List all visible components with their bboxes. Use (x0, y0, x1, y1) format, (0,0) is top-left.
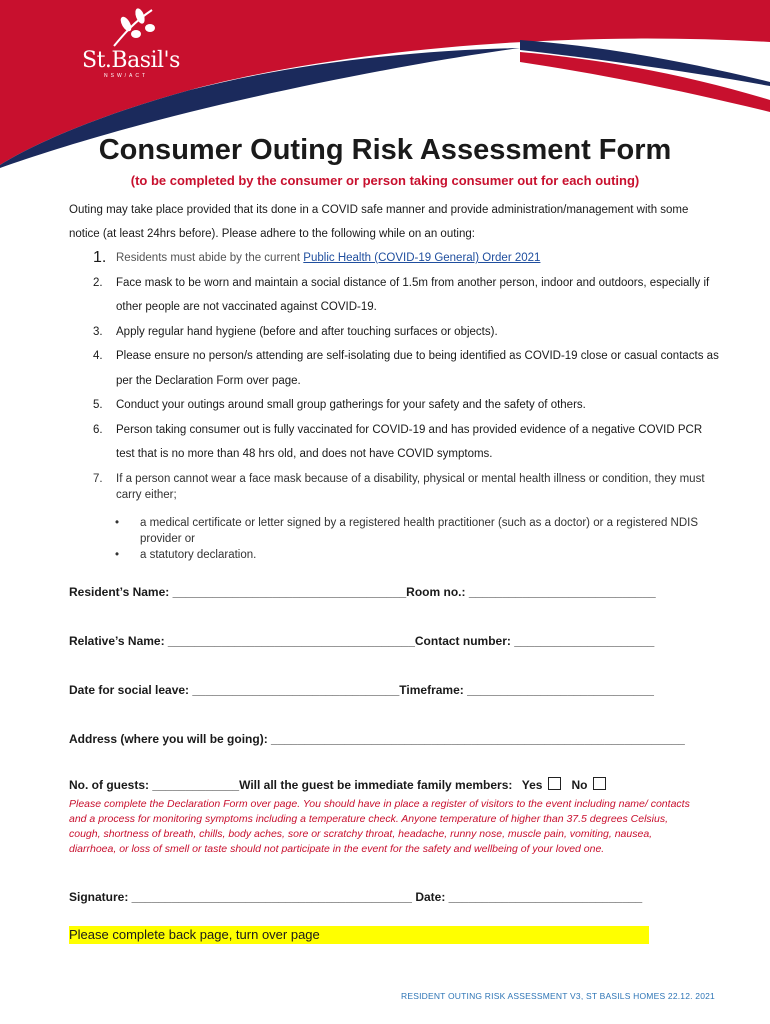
date-leave-field[interactable]: Date for social leave: _______________________________ (69, 683, 400, 697)
no-checkbox[interactable] (593, 777, 606, 790)
guests-row (69, 777, 616, 792)
yes-checkbox[interactable] (548, 777, 561, 790)
family-question: Will all the guest be immediate family members: (239, 778, 513, 792)
intro-text: Outing may take place provided that its done in a COVID safe manner and provide administration/management with some notice (at least 24hrs before). Please adhere to the following while on an outing: (69, 204, 689, 240)
olive-branch-icon (106, 6, 166, 50)
relative-name-field[interactable]: Relative’s Name: _____________________________________ (69, 634, 415, 648)
form-title: Consumer Outing Risk Assessment Form (98, 134, 672, 166)
document-options-list (115, 515, 715, 563)
form-subtitle: (to be completed by the consumer or person taking consumer out for each outing) (130, 173, 640, 188)
signature-field[interactable]: Signature: __________________________________________ (69, 890, 412, 904)
signature-row (69, 890, 642, 904)
public-health-order-link[interactable]: Public Health (COVID-19 General) Order 2021 (303, 252, 541, 264)
address-field[interactable]: Address (where you will be going): ______________________________________________________________ (69, 732, 685, 746)
list-item: 1. Residents must abide by the current Public Health (COVID-19 General) Order 2021 (93, 249, 541, 266)
date-field[interactable]: Date: _____________________________ (415, 890, 643, 904)
logo-subtext: NSW/ACT (104, 73, 149, 79)
list-item: 2. Face mask to be worn and maintain a social distance of 1.5m from another person, indoor and outdoors, especially if other people are not vaccinated against COVID-19. (93, 276, 710, 313)
requirements-list (69, 246, 719, 503)
list-item: • a medical certificate or letter signed by a registered health practitioner (such as a doctor) or a registered NDIS provider or (115, 515, 715, 547)
leave-row (69, 683, 654, 697)
list-item: 4. Please ensure no person/s attending are self-isolating due to being identified as COVID-19 close or casual contacts as per the Declaration Form over page. (93, 350, 719, 387)
resident-row (69, 585, 656, 599)
declaration-notice: Please complete the Declaration Form over page. You should have in place a register of visitors to the event including name/ contacts and a process for monitoring symptoms including a temperature check. Anyone temperature of higher than 37.5 degrees Celsius, cough, shortness of breath, chills, body aches, sore or scratchy throat, headache, runny nose, muscle pain, vomiting, nausea, diarrhoea, or loss of smell or taste should not participate in the event for the safety and wellbeing of your loved one. (69, 798, 690, 855)
room-no-field[interactable]: Room no.: ____________________________ (406, 585, 656, 599)
list-item: 6. Person taking consumer out is fully vaccinated for COVID-19 and has provided evidence of a negative COVID PCR test that is no more than 48 hrs old, and does not have COVID symptoms. (93, 423, 703, 460)
relative-row (69, 634, 654, 648)
contact-number-field[interactable]: Contact number: _____________________ (414, 634, 655, 648)
list-item: 5. Conduct your outings around small group gatherings for your safety and the safety of others. (93, 399, 586, 411)
no-label: No (571, 778, 588, 792)
timeframe-field[interactable]: Timeframe: ____________________________ (399, 683, 654, 697)
guests-field[interactable]: No. of guests: _____________ (69, 778, 240, 792)
address-row (69, 732, 685, 746)
st-basils-logo (82, 4, 192, 78)
yes-label: Yes (521, 778, 543, 792)
list-item: 7. If a person cannot wear a face mask because of a disability, physical or mental health illness or condition, they must carry either; (93, 472, 705, 501)
footer-text: RESIDENT OUTING RISK ASSESSMENT V3, ST BASILS HOMES 22.12. 2021 (401, 991, 715, 1001)
logo-text: St.Basil's (82, 48, 180, 73)
list-item: • a statutory declaration. (115, 547, 715, 563)
resident-name-field[interactable]: Resident’s Name: ___________________________________ (69, 585, 407, 599)
back-page-notice: Please complete back page, turn over page (69, 926, 649, 944)
list-item: 3. Apply regular hand hygiene (before and after touching surfaces or objects). (93, 325, 498, 338)
